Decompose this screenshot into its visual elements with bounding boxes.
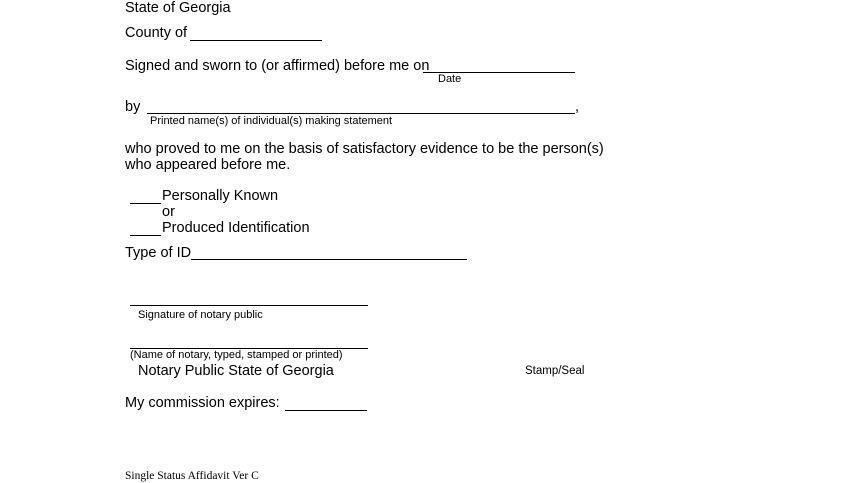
proof-line-2: who appeared before me. bbox=[125, 157, 291, 173]
commission-date-field[interactable] bbox=[285, 410, 367, 411]
notary-name-caption: (Name of notary, typed, stamped or printed) bbox=[130, 349, 343, 361]
type-of-id-label: Type of ID bbox=[125, 245, 192, 261]
county-label: County of bbox=[125, 25, 188, 41]
individual-name-caption: Printed name(s) of individual(s) making statement bbox=[150, 115, 393, 127]
stamp-seal-label: Stamp/Seal bbox=[525, 365, 585, 377]
commission-label: My commission expires: bbox=[125, 395, 280, 411]
signed-sworn-label: Signed and sworn to (or affirmed) before me on bbox=[125, 58, 430, 74]
notary-signature-caption: Signature of notary public bbox=[138, 309, 263, 321]
produced-id-checkbox[interactable] bbox=[130, 235, 161, 236]
date-caption: Date bbox=[438, 73, 462, 85]
by-label: by bbox=[125, 99, 141, 115]
type-of-id-field[interactable] bbox=[191, 259, 467, 260]
by-comma: , bbox=[575, 99, 580, 115]
county-field[interactable] bbox=[190, 40, 322, 41]
notary-title: Notary Public State of Georgia bbox=[138, 363, 334, 379]
individual-name-field[interactable] bbox=[147, 113, 575, 114]
produced-id-label: Produced Identification bbox=[162, 220, 310, 236]
proof-line-1: who proved to me on the basis of satisfactory evidence to be the person(s) bbox=[125, 141, 604, 157]
personally-known-checkbox[interactable] bbox=[130, 203, 161, 204]
personally-known-label: Personally Known bbox=[162, 188, 279, 204]
document-footer: Single Status Affidavit Ver C bbox=[125, 470, 259, 482]
state-heading: State of Georgia bbox=[125, 0, 231, 16]
or-label: or bbox=[162, 204, 175, 220]
notary-signature-field[interactable] bbox=[130, 305, 368, 306]
